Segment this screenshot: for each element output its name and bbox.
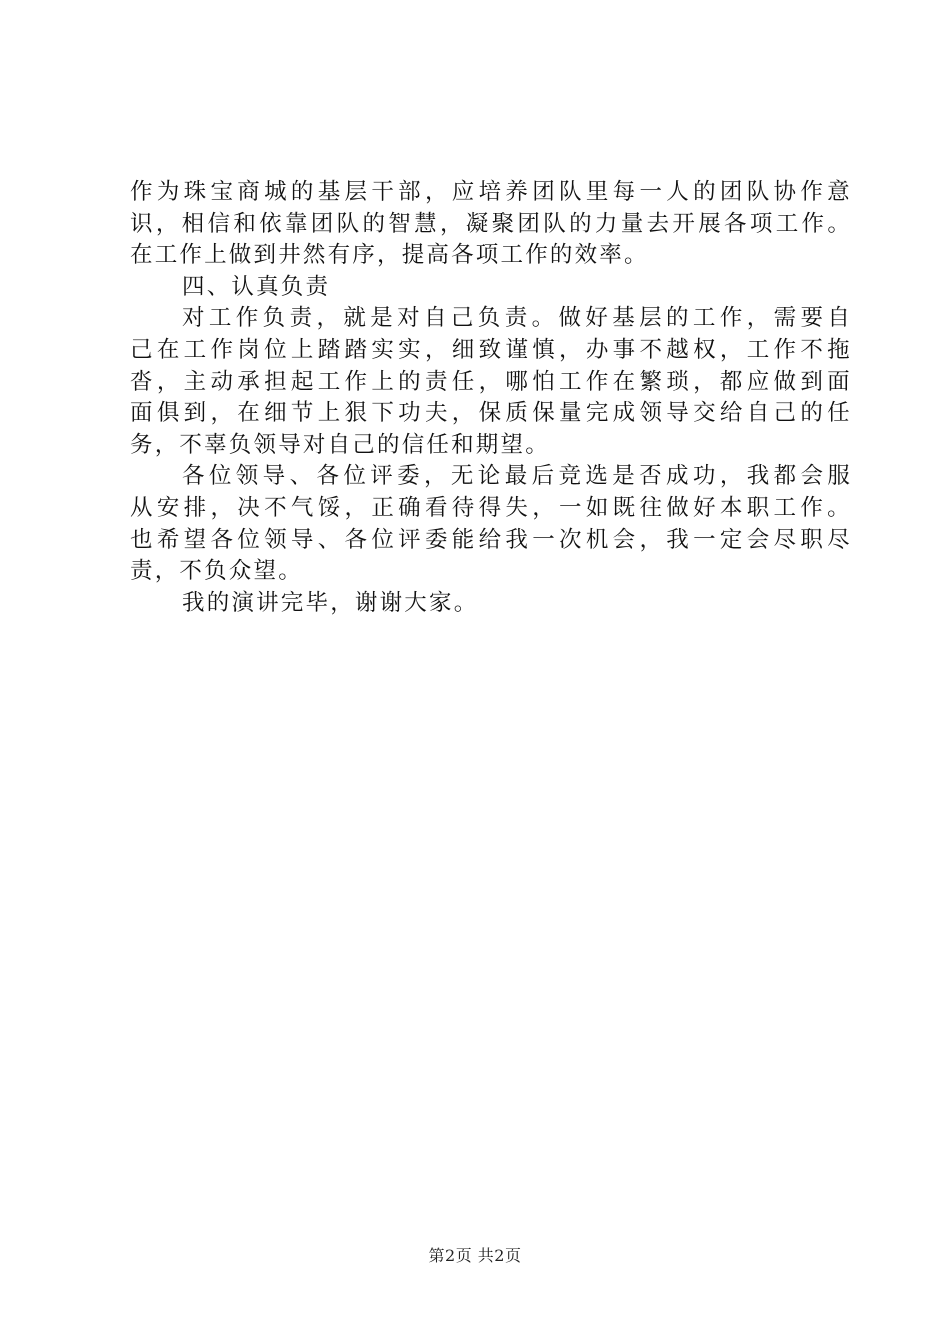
- paragraph-line: 作 为 珠 宝 商 城 的 基 层 干 部 ， 应 培 养 团 队 里 每 一 人 的 团 队 协 作 意: [130, 179, 850, 205]
- paragraph-line: 识 ， 相 信 和 依 靠 团 队 的 智 慧 ， 凝 聚 团 队 的 力 量 去 开 展 各 项 工 作 。: [130, 210, 850, 237]
- paragraph-line: 面 俱 到 ， 在 细 节 上 狠 下 功 夫 ， 保 质 保 量 完 成 领 导 交 给 自 己 的 任: [130, 400, 850, 427]
- paragraph-line: 沓 ， 主 动 承 担 起 工 作 上 的 责 任 ， 哪 怕 工 作 在 繁 琐 ， 都 应 做 到 面: [130, 368, 850, 395]
- closing-line: 我的演讲完毕，谢谢大家。: [182, 589, 479, 616]
- document-body: [130, 177, 850, 619]
- paragraph-line: 务，不辜负领导对自己的信任和期望。: [130, 431, 550, 458]
- paragraph-line: 从 安 排 ， 决 不 气 馁 ， 正 确 看 待 得 失 ， 一 如 既 往 做 好 本 职 工 作 。: [130, 494, 850, 521]
- paragraph-line: 各 位 领 导 、 各 位 评 委 ， 无 论 最 后 竞 选 是 否 成 功 ， 我 都 会 服: [182, 463, 850, 490]
- paragraph-line: 在工作上做到井然有序，提高各项工作的效率。: [130, 242, 649, 269]
- section-heading: 四、认真负责: [182, 273, 331, 300]
- paragraph-line: 己 在 工 作 岗 位 上 踏 踏 实 实 ， 细 致 谨 慎 ， 办 事 不 越 权 ， 工 作 不 拖: [130, 336, 850, 363]
- page-number-footer: 第2页 共2页: [428, 1246, 522, 1265]
- paragraph-line: 也 希 望 各 位 领 导 、 各 位 评 委 能 给 我 一 次 机 会 ， 我 一 定 会 尽 职 尽: [130, 526, 850, 553]
- paragraph-line: 责，不负众望。: [130, 558, 303, 585]
- paragraph-line: 对 工 作 负 责 ， 就 是 对 自 己 负 责 。 做 好 基 层 的 工 作 ， 需 要 自: [182, 305, 850, 332]
